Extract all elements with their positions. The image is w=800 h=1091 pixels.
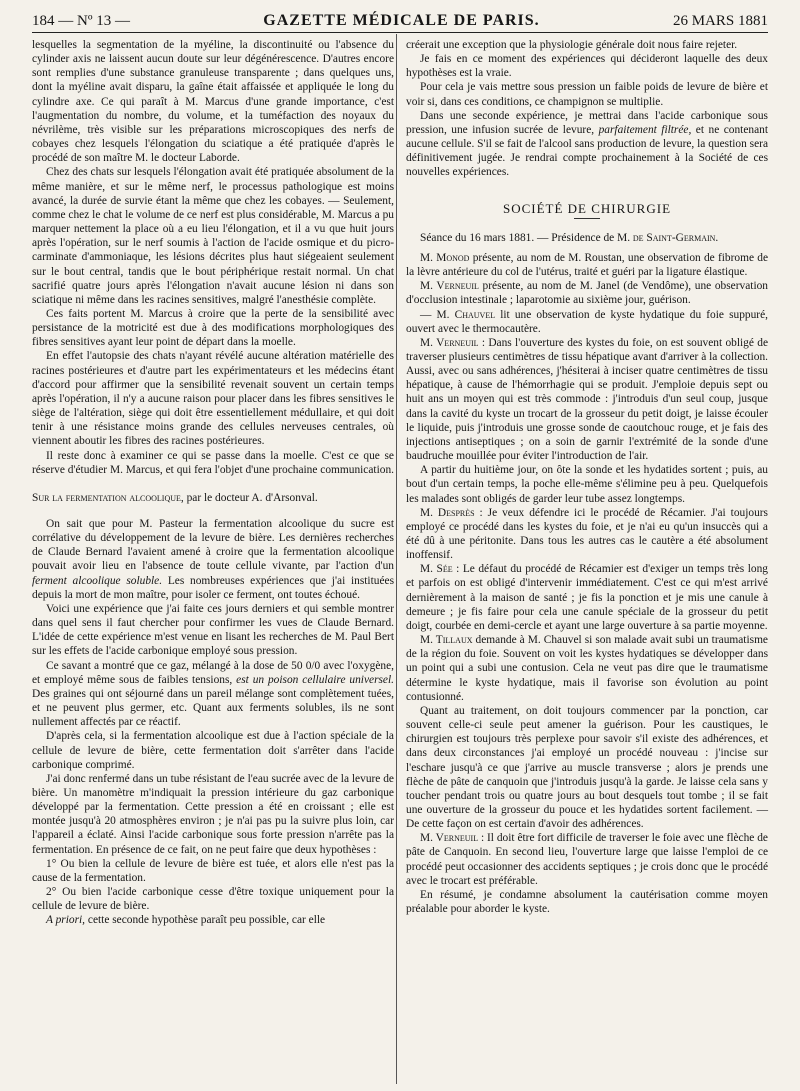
- left-column: [32, 38, 394, 928]
- paragraph: M. Verneuil : Il doit être fort difficile de traverser le foie avec une flèche de pâte de Canquoin. En second lieu, l'ouverture large que laisse l'emploi de ce procédé peut occasionner des accidents septiques ; je crois donc que le procédé avec le trocart est préférable.: [406, 832, 768, 887]
- paragraph: Ces faits portent M. Marcus à croire que la perte de la sensibilité avec persistance de la motricité est due à des modifications morphologiques des fibres sensitives ayant leur point de départ dans la moelle.: [32, 307, 394, 349]
- paragraph: A priori, cette seconde hypothèse paraît peu possible, car elle: [46, 914, 326, 927]
- article-heading: [32, 491, 394, 505]
- paragraph: Chez des chats sur lesquels l'élongation avait été pratiquée absolument de la même manière, et sur le même nerf, le processus pathologique est moins avancé, la durée de survie étant la même que chez les cobayes. — Seulement, comme chez le chat le volume de ce nerf est plus considérable, M. Marcus a pu marquer nettement la place où a eu lieu l'élongation, et il a vu que huit jours après l'opération, sur le nerf soumis à l'action de l'acide osmique et du picro-carminate d'ammoniaque, les lésions décrites plus haut siégeaient seulement sur le bout central, tandis que le bout périphérique restait normal. Un chat sacrifié quatre jours après l'élongation n'avait aucune lésion ni dans son sciatique ni même dans les racines sensitives, malgré l'anesthésie complète.: [32, 166, 394, 306]
- page-number: 184 — Nº 13 —: [32, 13, 130, 29]
- header-rule: [32, 32, 768, 33]
- right-column: [406, 38, 768, 916]
- paragraph: Dans une seconde expérience, je mettrai dans l'acide carbonique sous pression, une infusion sucrée de levure, parfaitement filtrée, et ne contenant aucune cellule. S'il se fait de l'alcool sans production de levure, la question sera définitivement jugée. Je rendrai compte prochainement à la Société de ces nouvelles expériences.: [406, 109, 768, 179]
- article-title: Sur la fermentation alcoolique,: [32, 491, 184, 504]
- paragraph: M. Verneuil : Dans l'ouverture des kystes du foie, on est souvent obligé de traverser plusieurs centimètres de tissu hépatique avant d'arriver à la collection. Aussi, avec ou sans adhérences, j'hésiterai à inciser quatre centimètres de tissu hépatique, à cause de l'hémorrhagie qui se produit. J'emploie depuis sept ou huit ans un moyen qui est très commode : j'introduis d'un seul coup, jusque dans la cavité du kyste un trocart de la grosseur du petit doigt, je laisse écouler le liquide, puis j'introduis une grosse sonde de caoutchouc rouge, et je fais des injections antiseptiques ; on a soin de garnir l'extrémité de la sonde d'une baudruche mouillée pour éviter l'introduction de l'air.: [406, 336, 768, 463]
- paragraph: En effet l'autopsie des chats n'ayant révélé aucune altération matérielle des racines postérieures et d'autre part les expérimentateurs et les médecins étant d'accord pour affirmer que la sensibilité revenait souvent un certain temps après l'opération, il n'y a aucune raison pour placer dans les fibres sensitives le siège de l'altération, siège qui doit être essentiellement médullaire, et qui doit tenir à une résistance moins grande des cellules nerveuses centrales, où viennent aboutir les fibres des racines postérieures.: [32, 350, 394, 448]
- article-byline: par le docteur A. d'Arsonval.: [183, 491, 318, 504]
- page-header: [32, 6, 768, 30]
- paragraph: — M. Chauvel lit une observation de kyste hydatique du foie suppuré, ouvert avec le thermocautère.: [406, 308, 768, 335]
- issue-date: 26 MARS 1881: [672, 13, 768, 29]
- section-title: SOCIÉTÉ DE CHIRURGIE: [502, 200, 672, 216]
- paragraph: M. Desprès : Je veux défendre ici le procédé de Récamier. J'ai toujours employé ce procédé dans les kystes du foie, et je n'ai eu qu'un insuccès qui a été dû à une péritonite. Dans tous les autres cas le cautère a été absolument inoffensif.: [406, 506, 768, 562]
- paragraph: 1° Ou bien la cellule de levure de bière est tuée, et alors elle n'est pas la cause de la fermentation.: [32, 857, 394, 884]
- paragraph: lesquelles la segmentation de la myéline, la discontinuité ou l'absence du cylinder axis ne laissent aucun doute sur leur dégénérescence. D'autres encore sont remplies d'une substance granuleuse transparente ; dans quelques uns, dont la myéline avait disparu, la gaîne était affaissée et appliquée le long du cylindre axe. Ce qui paraît à M. Marcus d'une grande importance, c'est l'augmentation du nombre, du volume, et la tuméfaction des noyaux du névrilème, très visible sur les préparations microscopiques des nerfs de cobayes chez lesquels l'élongation du sciatique a été pratiquée d'après le procédé de son maître M. le docteur Laborde.: [32, 39, 394, 165]
- sitting-line: Séance du 16 mars 1881. — Présidence de M. de Saint-Germain.: [420, 231, 719, 244]
- column-divider: [396, 34, 397, 1084]
- paragraph: M. Sée : Le défaut du procédé de Récamier est d'exiger un temps très long et parfois on est obligé d'intervenir immédiatement. C'est ce qui m'est arrivé dernièrement à la maison de santé ; je fis la ponction et je mis une canule à demeure ; je fis faire pour cela une canule spéciale de la grosseur du petit doigt, courbée en demi-cercle et ayant une large ouverture à sa partie moyenne.: [406, 563, 768, 632]
- paragraph: M. Verneuil présente, au nom de M. Janel (de Vendôme), une observation d'occlusion intestinale ; laparotomie au sixième jour, guérison.: [406, 280, 768, 307]
- journal-title: GAZETTE MÉDICALE DE PARIS.: [263, 12, 540, 29]
- paragraph: créerait une exception que la physiologie générale doit nous faire rejeter.: [406, 39, 738, 51]
- paragraph: 2° Ou bien l'acide carbonique cesse d'être toxique uniquement pour la cellule de levure de bière.: [32, 886, 394, 913]
- paragraph: Il reste donc à examiner ce qui se passe dans la moelle. C'est ce que se réserve d'étudier M. Marcus, et qui fera l'objet d'une prochaine communication.: [32, 449, 394, 476]
- paragraph: Pour cela je vais mettre sous pression un faible poids de levure de bière et voir si, dans ces conditions, ce champignon se multiplie.: [406, 81, 768, 108]
- paragraph: En résumé, je condamne absolument la cautérisation comme moyen préalable pour aborder le kyste.: [406, 888, 768, 916]
- section-rule: [574, 218, 600, 219]
- paragraph: J'ai donc renfermé dans un tube résistant de l'eau sucrée avec de la levure de bière. Un manomètre m'indiquait la pression intérieure du gaz carbonique développé par la fermentation. Cette pression a été en croissant ; elle est montée jusqu'à 20 atmosphères environ ; je n'ai pas pu la suivre plus loin, car l'appareil a éclaté. Ainsi l'acide carbonique sous forte pression n'arrête pas la fermentation. En présence de ce fait, on ne peut faire que deux hypothèses :: [32, 772, 394, 856]
- paragraph: M. Tillaux demande à M. Chauvel si son malade avait subi un traumatisme de la région du foie. Souvent on voit les kystes hydatiques se développer dans un point qui a subi une contusion. Cela ne veut pas dire que le traumatisme détermine le kyste hydatique, mais il favorise son évolution au point contusionné.: [406, 634, 768, 703]
- paragraph: A partir du huitième jour, on ôte la sonde et les hydatides sortent ; puis, au bout d'un certain temps, la poche elle-même s'élimine peu à peu. Quelquefois les malades sont obligés de garder leur tube assez longtemps.: [406, 464, 768, 505]
- paragraph: Quant au traitement, on doit toujours commencer par la ponction, car souvent celle-ci seule peut amener la guérison. Pour les caustiques, le chirurgien est toujours très perplexe pour savoir s'il existe des adhérences, et dans deux circonstances j'ai employé un procédé nouveau : j'incise sur l'eschare jusqu'à ce que j'arrive au muscle transverse ; alors je prends une flèche de pâte de canquoin que j'introduis jusqu'à la garde. Je laisse cela sans y toucher pendant trois ou quatre jours au bout desquels tout tombe ; il se fait une ouverture de la grosseur du pouce et les hydatides sortent facilement. — De cette façon on est certain d'avoir des adhérences.: [406, 704, 768, 831]
- paragraph: Je fais en ce moment des expériences qui décideront laquelle des deux hypothèses est la vraie.: [406, 53, 768, 80]
- paragraph: D'après cela, si la fermentation alcoolique est due à l'action spéciale de la cellule de levure de bière, cette fermentation doit s'arrêter dans l'acide carbonique comprimé.: [32, 730, 394, 771]
- paragraph: M. Monod présente, au nom de M. Roustan, une observation de fibrome de la lèvre antérieure du col de l'utérus, traité et guéri par la ligature élastique.: [406, 251, 769, 279]
- paragraph: Voici une expérience que j'ai faite ces jours derniers et qui semble montrer dans quel sens il faut chercher pour confirmer les vues de Claude Bernard. L'idée de cette expérience m'est venue en lisant les recherches de M. Paul Bert sur les effets de l'acide carbonique employé sous pression.: [32, 602, 394, 658]
- paragraph: On sait que pour M. Pasteur la fermentation alcoolique du sucre est corrélative du développement de la levure de bière. Les dernières recherches de Claude Bernard l'avaient amené à croire que la fermentation alcoolique pouvait avoir lieu en l'absence de toute cellule vivante, par l'action d'un ferment alcoolique soluble. Les nombreuses expériences que j'ai instituées depuis la mort de mon maître, pour isoler ce ferment, ont toutes échoué.: [32, 518, 394, 601]
- paragraph: Ce savant a montré que ce gaz, mélangé à la dose de 50 0/0 avec l'oxygène, et employé même sous de faibles tensions, est un poison cellulaire universel. Des graines qui ont séjourné dans un pareil mélange sont complètement tuées, et ne peuvent plus germer, etc. Quant aux ferments solubles, ils ne sont nullement affectés par ce réactif.: [32, 659, 394, 729]
